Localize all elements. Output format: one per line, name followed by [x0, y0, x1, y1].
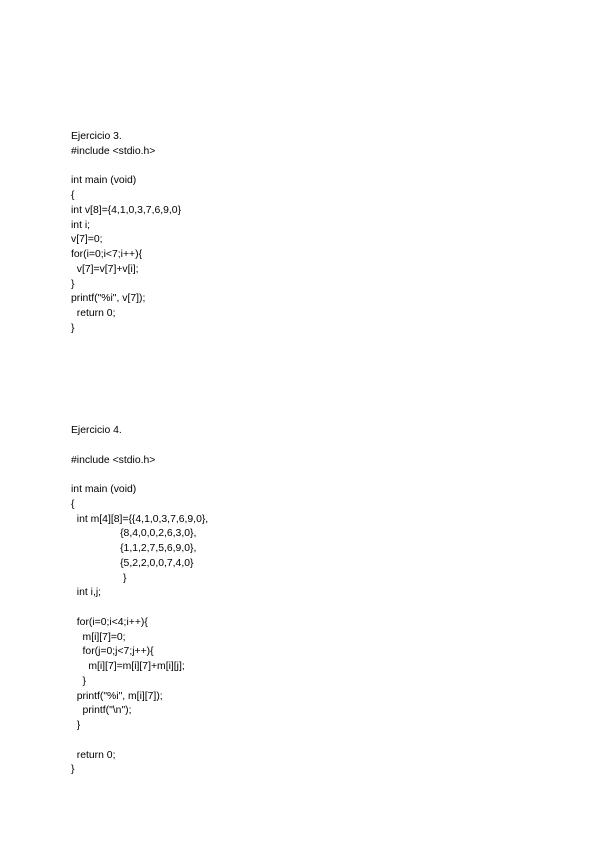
code-line: printf("%i", v[7]);: [71, 293, 146, 305]
code-line: int i;: [71, 219, 91, 231]
code-line: {8,4,0,0,2,6,3,0},: [71, 528, 197, 540]
code-line: }: [71, 278, 75, 290]
code-line: [71, 601, 551, 616]
code-line: [71, 160, 551, 175]
code-line: int i,j;: [71, 587, 102, 599]
code-line: }: [71, 675, 87, 687]
code-line: [71, 468, 551, 483]
code-line: {: [71, 498, 75, 510]
code-line: printf("%i", m[i][7]);: [71, 690, 163, 702]
exercise-4-heading: Ejercicio 4.: [71, 425, 122, 436]
code-line: {: [71, 190, 75, 201]
code-line: int main (void): [71, 175, 137, 187]
code-line: return 0;: [71, 749, 116, 761]
exercise-3-heading: Ejercicio 3.: [71, 131, 122, 142]
code-line: for(j=0;j<7;j++){: [71, 646, 154, 658]
code-line: m[i][7]=0;: [71, 631, 126, 643]
exercise-4-block: [71, 424, 551, 778]
code-line: printf("\n");: [71, 705, 132, 717]
code-line: int v[8]={4,1,0,3,7,6,9,0}: [71, 204, 182, 216]
code-line: for(i=0;i<4;i++){: [71, 616, 148, 628]
code-line: {5,2,2,0,0,7,4,0}: [71, 557, 194, 569]
code-line: }: [71, 764, 75, 776]
code-line: v[7]=v[7]+v[i];: [71, 263, 139, 275]
code-line: #include <stdio.h>: [71, 145, 156, 157]
code-line: int m[4][8]={{4,1,0,3,7,6,9,0},: [71, 513, 209, 525]
code-line: for(i=0;i<7;i++){: [71, 249, 143, 260]
exercise-3-block: [71, 130, 551, 337]
code-line: v[7]=0;: [71, 234, 103, 246]
code-line: }: [71, 720, 81, 731]
code-line: [71, 734, 551, 749]
code-line: #include <stdio.h>: [71, 454, 156, 466]
code-line: }: [71, 322, 75, 334]
code-line: int main (void): [71, 484, 137, 495]
code-line: [71, 439, 551, 454]
code-line: return 0;: [71, 308, 116, 319]
code-line: m[i][7]=m[i][7]+m[i][j];: [71, 661, 185, 672]
code-line: }: [71, 572, 127, 584]
code-line: {1,1,2,7,5,6,9,0},: [71, 543, 197, 554]
